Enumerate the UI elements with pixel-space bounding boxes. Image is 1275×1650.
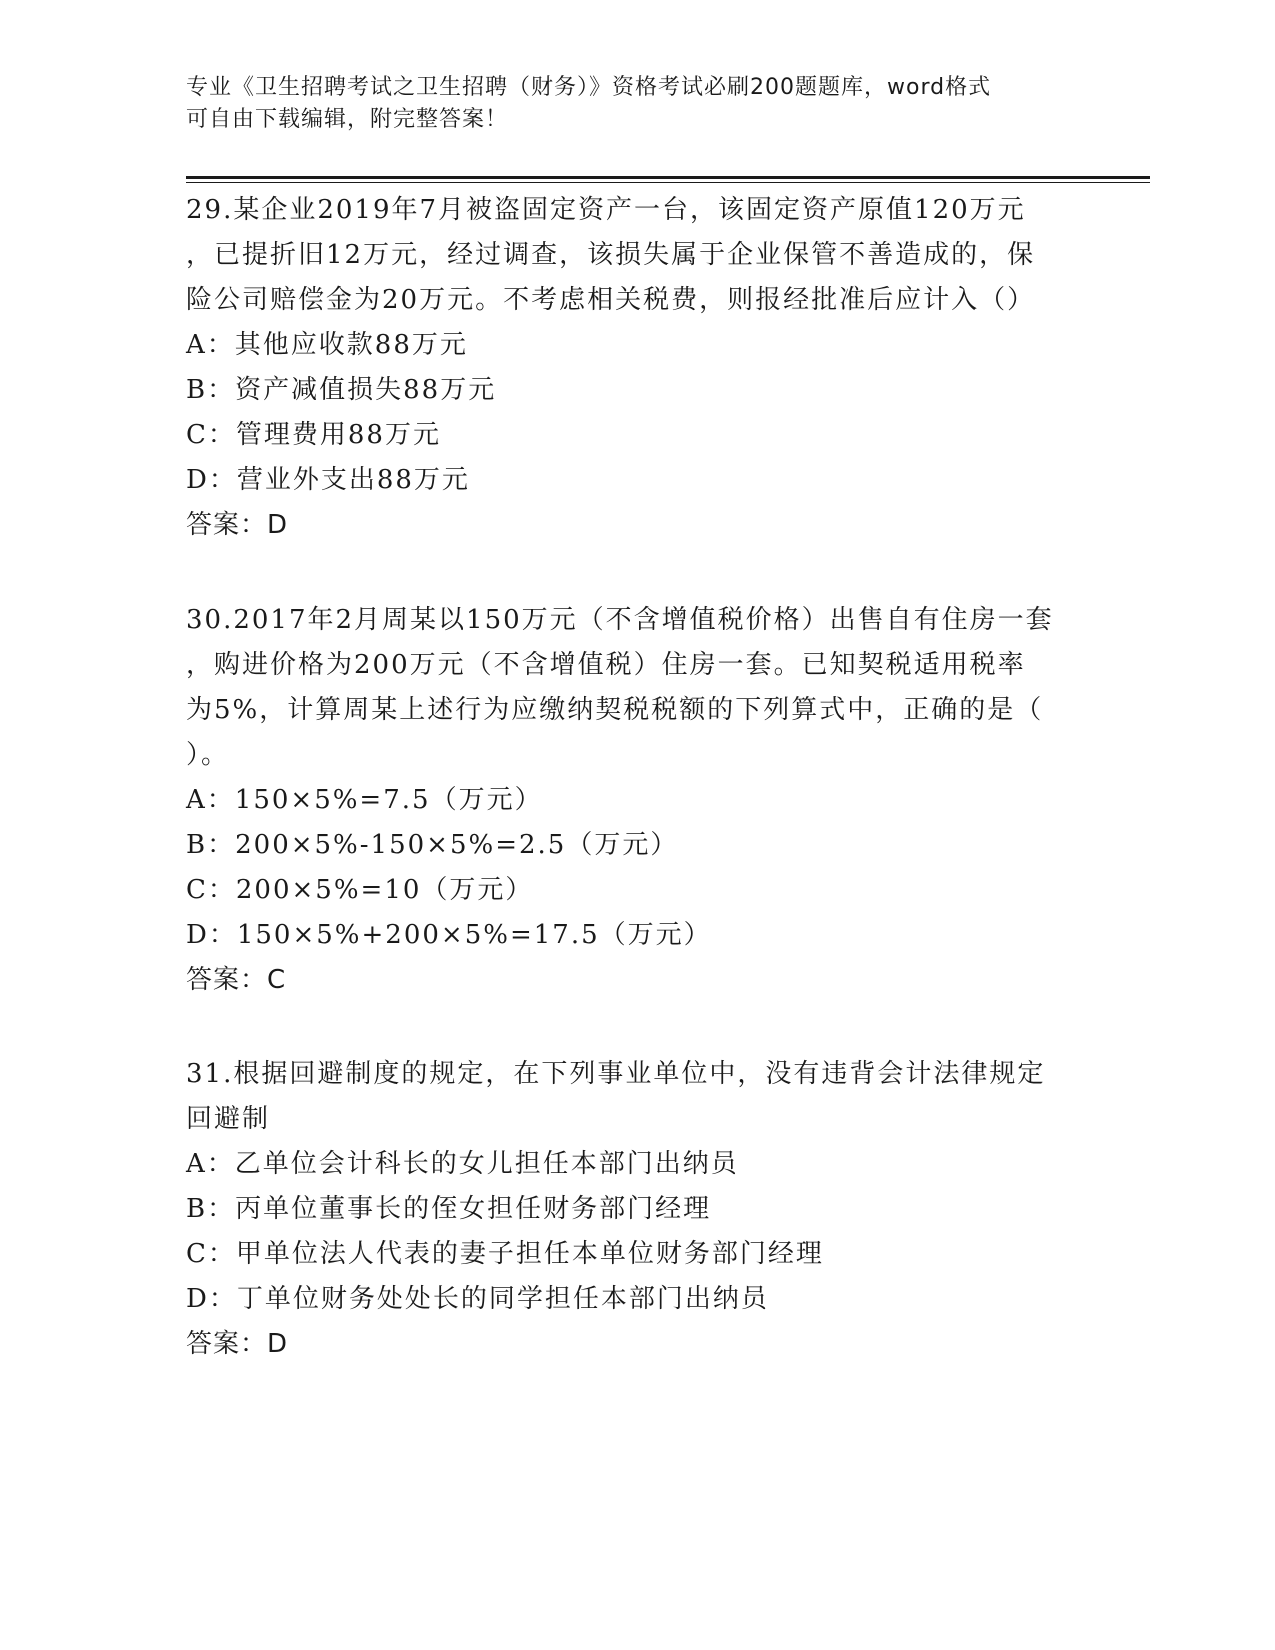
option-a: A：乙单位会计科长的女儿担任本部门出纳员 (186, 1149, 739, 1179)
question-30 (186, 598, 1086, 1003)
question-29 (186, 188, 1086, 548)
header-line: 可自由下载编辑，附完整答案！ (186, 107, 509, 132)
question-text-line: ，已提折旧12万元，经过调查，该损失属于企业保管不善造成的，保 (186, 240, 1036, 270)
option-d: D：营业外支出88万元 (186, 465, 470, 495)
option-a: A：150×5%=7.5（万元） (186, 785, 543, 815)
question-text-line: 为5%，计算周某上述行为应缴纳契税税额的下列算式中，正确的是（ (186, 695, 1044, 725)
option-a: A：其他应收款88万元 (186, 330, 468, 360)
option-c: C：甲单位法人代表的妻子担任本单位财务部门经理 (186, 1239, 824, 1269)
option-d: D：丁单位财务处处长的同学担任本部门出纳员 (186, 1284, 769, 1314)
option-b: B：资产减值损失88万元 (186, 375, 497, 405)
question-text-line: 回避制 (186, 1104, 271, 1134)
question-text-line: 31.根据回避制度的规定，在下列事业单位中，没有违背会计法律规定 (186, 1059, 1046, 1089)
document-header (186, 72, 1066, 136)
question-31 (186, 1052, 1086, 1367)
option-b: B：丙单位董事长的侄女担任财务部门经理 (186, 1194, 712, 1224)
option-b: B：200×5%-150×5%=2.5（万元） (186, 830, 679, 860)
question-text-line: ）。 (186, 740, 230, 770)
question-text-line: 30.2017年2月周某以150万元（不含增值税价格）出售自有住房一套 (186, 605, 1054, 635)
question-text-line: 29.某企业2019年7月被盗固定资产一台，该固定资产原值120万元 (186, 195, 1026, 225)
option-d: D：150×5%+200×5%=17.5（万元） (186, 920, 712, 950)
header-rule-thin (186, 182, 1150, 183)
option-c: C：200×5%=10（万元） (186, 875, 534, 905)
answer-line: 答案：D (186, 1329, 289, 1359)
header-rule-thick (186, 176, 1150, 179)
answer-line: 答案：C (186, 965, 287, 995)
question-text-line: ，购进价格为200万元（不含增值税）住房一套。已知契税适用税率 (186, 650, 1026, 680)
header-line: 专业《卫生招聘考试之卫生招聘（财务）》资格考试必刷200题题库，word格式 (186, 75, 992, 100)
question-text-line: 险公司赔偿金为20万元。不考虑相关税费，则报经批准后应计入（） (186, 285, 1036, 315)
answer-line: 答案：D (186, 510, 289, 540)
option-c: C：管理费用88万元 (186, 420, 441, 450)
